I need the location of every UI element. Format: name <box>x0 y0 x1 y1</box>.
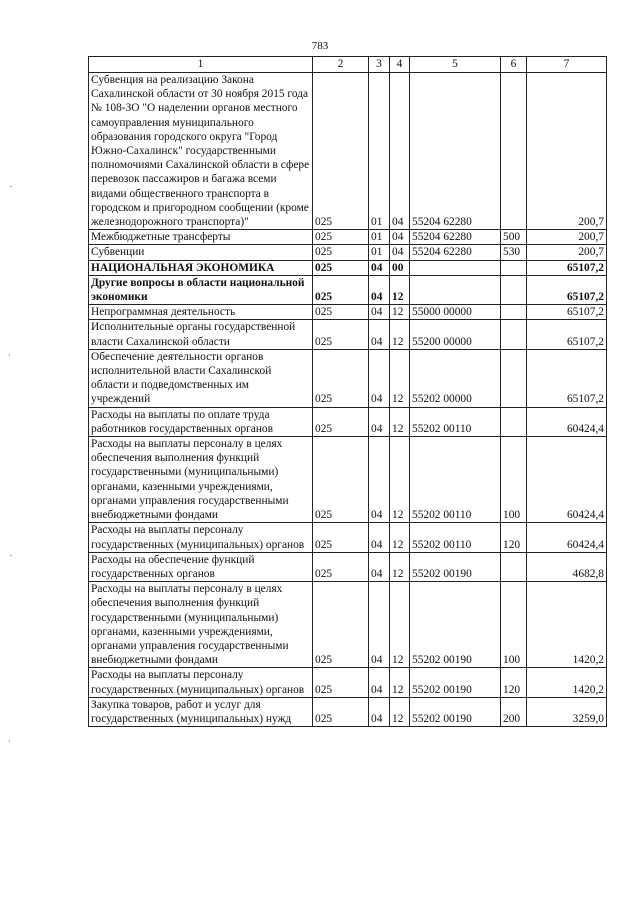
code-section: 04 <box>369 320 390 349</box>
code-section: 04 <box>369 437 390 523</box>
code-ministry: 025 <box>313 523 369 552</box>
row-name: Межбюджетные трансферты <box>89 230 313 245</box>
code-section: 04 <box>369 305 390 320</box>
code-subsection: 12 <box>390 275 410 304</box>
table-row <box>89 523 607 552</box>
amount: 60424,4 <box>527 523 607 552</box>
code-expense-type <box>501 407 527 436</box>
code-expense-type <box>501 305 527 320</box>
code-subsection: 12 <box>390 582 410 668</box>
code-target-item <box>410 275 501 304</box>
amount: 200,7 <box>527 73 607 230</box>
code-expense-type <box>501 552 527 581</box>
code-subsection: 04 <box>390 73 410 230</box>
code-ministry: 025 <box>313 697 369 726</box>
scan-artifact <box>10 186 12 187</box>
amount: 60424,4 <box>527 407 607 436</box>
code-ministry: 025 <box>313 668 369 697</box>
code-ministry: 025 <box>313 275 369 304</box>
code-section: 04 <box>369 668 390 697</box>
code-section: 04 <box>369 260 390 275</box>
code-target-item: 55202 00190 <box>410 668 501 697</box>
code-ministry: 025 <box>313 245 369 260</box>
column-header: 2 <box>313 57 369 73</box>
scan-artifact <box>10 555 12 556</box>
code-expense-type <box>501 320 527 349</box>
amount: 60424,4 <box>527 437 607 523</box>
code-ministry: 025 <box>313 230 369 245</box>
code-subsection: 12 <box>390 668 410 697</box>
code-section: 01 <box>369 230 390 245</box>
amount: 1420,2 <box>527 582 607 668</box>
row-name: Расходы на выплаты персоналу государственных (муниципальных) органов <box>89 668 313 697</box>
code-target-item: 55202 00190 <box>410 582 501 668</box>
code-subsection: 12 <box>390 407 410 436</box>
code-target-item: 55202 00110 <box>410 407 501 436</box>
code-section: 04 <box>369 275 390 304</box>
row-name: Расходы на выплаты персоналу в целях обеспечения выполнения функций государственными (муниципальными) органами, казенными учреждениями, органами управления государственными внебюджетными фондами <box>89 437 313 523</box>
row-name: Исполнительные органы государственной власти Сахалинской области <box>89 320 313 349</box>
table-row <box>89 320 607 349</box>
code-expense-type: 100 <box>501 437 527 523</box>
code-ministry: 025 <box>313 320 369 349</box>
row-name: Расходы на выплаты персоналу в целях обеспечения выполнения функций государственными (муниципальными) органами, казенными учреждениями, органами управления государственными внебюджетными фондами <box>89 582 313 668</box>
code-ministry: 025 <box>313 582 369 668</box>
code-expense-type: 530 <box>501 245 527 260</box>
code-section: 04 <box>369 523 390 552</box>
code-target-item <box>410 260 501 275</box>
code-section: 01 <box>369 245 390 260</box>
code-target-item: 55204 62280 <box>410 230 501 245</box>
column-header: 7 <box>527 57 607 73</box>
code-section: 01 <box>369 73 390 230</box>
code-expense-type: 100 <box>501 582 527 668</box>
budget-table <box>88 56 607 727</box>
code-ministry: 025 <box>313 552 369 581</box>
row-name: Непрограммная деятельность <box>89 305 313 320</box>
amount: 4682,8 <box>527 552 607 581</box>
code-subsection: 12 <box>390 523 410 552</box>
code-section: 04 <box>369 697 390 726</box>
row-name: Обеспечение деятельности органов исполнительной власти Сахалинской области и подведомственных им учреждений <box>89 349 313 407</box>
table-row <box>89 668 607 697</box>
code-expense-type <box>501 73 527 230</box>
table-row <box>89 230 607 245</box>
row-name: Другие вопросы в области национальной экономики <box>89 275 313 304</box>
code-ministry: 025 <box>313 349 369 407</box>
table-row <box>89 697 607 726</box>
amount: 3259,0 <box>527 697 607 726</box>
table-row <box>89 245 607 260</box>
code-subsection: 12 <box>390 437 410 523</box>
code-subsection: 04 <box>390 230 410 245</box>
column-header: 6 <box>501 57 527 73</box>
table-row <box>89 305 607 320</box>
scan-artifact <box>9 354 10 356</box>
header-row <box>89 57 607 73</box>
table-row <box>89 73 607 230</box>
amount: 1420,2 <box>527 668 607 697</box>
code-expense-type: 120 <box>501 668 527 697</box>
amount: 65107,2 <box>527 275 607 304</box>
table-row <box>89 582 607 668</box>
amount: 65107,2 <box>527 349 607 407</box>
row-name: НАЦИОНАЛЬНАЯ ЭКОНОМИКА <box>89 260 313 275</box>
code-subsection: 12 <box>390 552 410 581</box>
code-subsection: 12 <box>390 305 410 320</box>
code-target-item: 55202 00110 <box>410 523 501 552</box>
row-name: Расходы на выплаты персоналу государственных (муниципальных) органов <box>89 523 313 552</box>
code-expense-type: 120 <box>501 523 527 552</box>
code-section: 04 <box>369 552 390 581</box>
column-header: 4 <box>390 57 410 73</box>
row-name: Расходы на обеспечение функций государственных органов <box>89 552 313 581</box>
code-expense-type: 200 <box>501 697 527 726</box>
code-target-item: 55202 00000 <box>410 349 501 407</box>
code-subsection: 12 <box>390 697 410 726</box>
scan-artifact <box>9 740 10 742</box>
code-ministry: 025 <box>313 260 369 275</box>
code-expense-type: 500 <box>501 230 527 245</box>
amount: 65107,2 <box>527 260 607 275</box>
code-target-item: 55202 00190 <box>410 552 501 581</box>
code-expense-type <box>501 275 527 304</box>
code-subsection: 00 <box>390 260 410 275</box>
amount: 65107,2 <box>527 305 607 320</box>
code-target-item: 55200 00000 <box>410 320 501 349</box>
code-subsection: 04 <box>390 245 410 260</box>
code-target-item: 55202 00190 <box>410 697 501 726</box>
table-row <box>89 349 607 407</box>
code-ministry: 025 <box>313 305 369 320</box>
code-section: 04 <box>369 582 390 668</box>
row-name: Расходы на выплаты по оплате труда работников государственных органов <box>89 407 313 436</box>
table-row <box>89 552 607 581</box>
code-section: 04 <box>369 349 390 407</box>
row-name: Закупка товаров, работ и услуг для государственных (муниципальных) нужд <box>89 697 313 726</box>
row-name: Субвенция на реализацию Закона Сахалинской области от 30 ноября 2015 года № 108-ЗО "О наделении органов местного самоуправления муниципального образования городского округа "Город Южно-Сахалинск" государственными полномочиями Сахалинской области в сфере перевозок пассажиров и багажа всеми видами общественного транспорта в городском и пригородном сообщении (кроме железнодорожного транспорта)" <box>89 73 313 230</box>
code-section: 04 <box>369 407 390 436</box>
amount: 65107,2 <box>527 320 607 349</box>
page-number: 783 <box>311 40 329 52</box>
code-target-item: 55000 00000 <box>410 305 501 320</box>
code-ministry: 025 <box>313 407 369 436</box>
code-expense-type <box>501 349 527 407</box>
code-target-item: 55204 62280 <box>410 245 501 260</box>
code-ministry: 025 <box>313 73 369 230</box>
column-header: 5 <box>410 57 501 73</box>
code-ministry: 025 <box>313 437 369 523</box>
amount: 200,7 <box>527 230 607 245</box>
code-subsection: 12 <box>390 320 410 349</box>
column-header: 1 <box>89 57 313 73</box>
code-subsection: 12 <box>390 349 410 407</box>
column-header: 3 <box>369 57 390 73</box>
code-target-item: 55202 00110 <box>410 437 501 523</box>
row-name: Субвенции <box>89 245 313 260</box>
code-expense-type <box>501 260 527 275</box>
table-row <box>89 437 607 523</box>
table-row <box>89 275 607 304</box>
table-row <box>89 260 607 275</box>
code-target-item: 55204 62280 <box>410 73 501 230</box>
amount: 200,7 <box>527 245 607 260</box>
table-row <box>89 407 607 436</box>
